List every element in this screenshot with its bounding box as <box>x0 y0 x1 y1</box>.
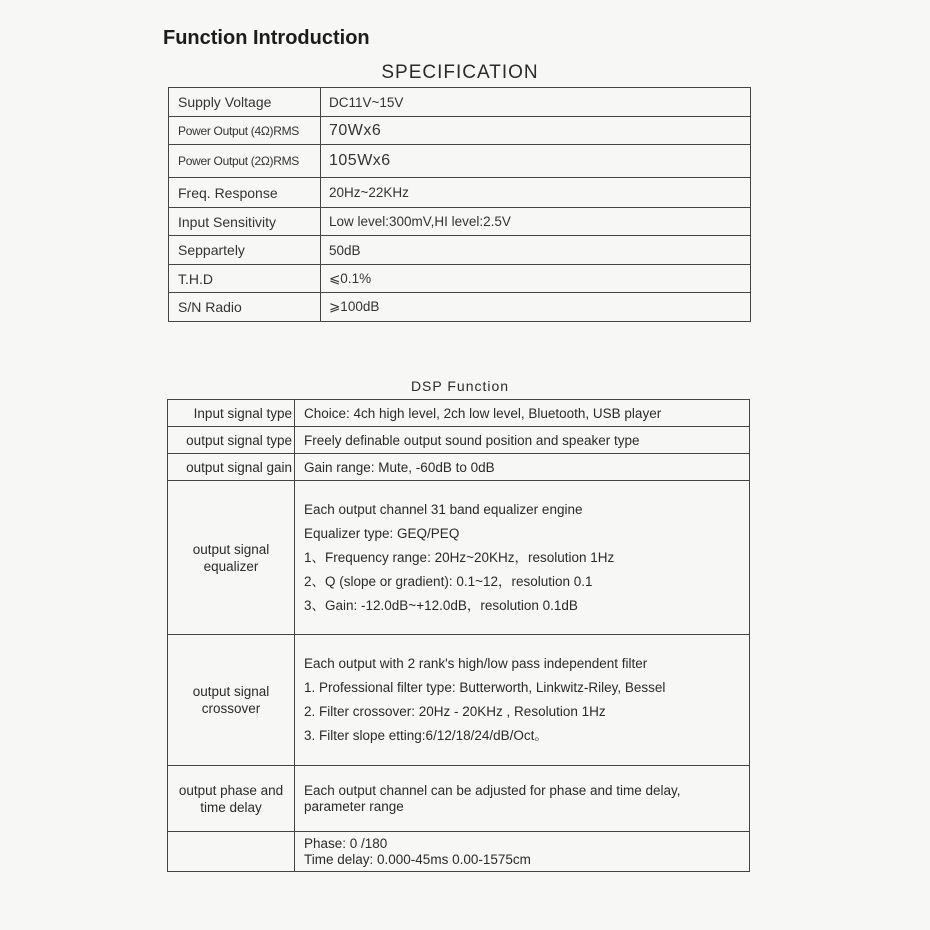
dsp-heading: DSP Function <box>410 378 510 394</box>
spec-value: 20Hz~22KHz <box>321 178 751 208</box>
spec-row-thd <box>169 265 751 293</box>
dsp-key-empty <box>168 832 295 872</box>
spec-value: Low level:300mV,HI level:2.5V <box>321 208 751 236</box>
dsp-row-output-gain <box>168 454 750 481</box>
dsp-key-text: output phase and time delay <box>178 782 284 815</box>
phase-line: Each output channel can be adjusted for phase and time delay, <box>304 782 681 798</box>
spec-key: Supply Voltage <box>169 88 321 117</box>
spec-row-power-2ohm <box>169 145 751 178</box>
spec-key: T.H.D <box>169 265 321 293</box>
dsp-row-phase <box>168 766 750 832</box>
dsp-key-text: output signal equalizer <box>192 541 270 574</box>
equalizer-line: 1、Frequency range: 20Hz~20KHz，resolution 1Hz <box>304 549 615 565</box>
spec-key: Input Sensitivity <box>169 208 321 236</box>
dsp-key: Input signal type <box>168 400 295 427</box>
dsp-row-equalizer <box>168 481 750 635</box>
equalizer-line: Each output channel 31 band equalizer engine <box>304 501 583 517</box>
phase-value-line: Phase: 0 /180 <box>304 835 388 851</box>
spec-value: 70Wx6 <box>321 117 751 145</box>
spec-row-sn-ratio <box>169 293 751 322</box>
spec-key: Seppartely <box>169 236 321 265</box>
page-title: Function Introduction <box>163 27 370 49</box>
spec-key: S/N Radio <box>169 293 321 322</box>
spec-key: Power Output (4Ω)RMS <box>169 117 321 145</box>
spec-key: Freq. Response <box>169 178 321 208</box>
dsp-key <box>168 766 295 832</box>
dsp-value: Gain range: Mute, -60dB to 0dB <box>295 454 750 481</box>
spec-row-supply-voltage <box>169 88 751 117</box>
specification-heading: SPECIFICATION <box>381 62 539 83</box>
dsp-row-output-type <box>168 427 750 454</box>
crossover-line: Each output with 2 rank's high/low pass independent filter <box>304 656 648 671</box>
crossover-line: 2. Filter crossover: 20Hz - 20KHz , Resolution 1Hz <box>304 704 606 719</box>
spec-value: 105Wx6 <box>321 145 751 178</box>
dsp-function-table <box>167 399 750 872</box>
dsp-value <box>295 635 750 766</box>
spec-value: ⩽0.1% <box>321 265 751 293</box>
dsp-key <box>168 481 295 635</box>
dsp-row-crossover <box>168 635 750 766</box>
dsp-value: Freely definable output sound position and speaker type <box>295 427 750 454</box>
spec-key: Power Output (2Ω)RMS <box>169 145 321 178</box>
dsp-key: output signal type <box>168 427 295 454</box>
dsp-key: output signal gain <box>168 454 295 481</box>
dsp-value <box>295 766 750 832</box>
phase-value-line: Time delay: 0.000-45ms 0.00-1575cm <box>304 851 531 867</box>
phase-line: parameter range <box>304 798 404 814</box>
spec-value: ⩾100dB <box>321 293 751 322</box>
dsp-row-phase-values <box>168 832 750 872</box>
equalizer-line: Equalizer type: GEQ/PEQ <box>304 525 460 541</box>
spec-row-separation <box>169 236 751 265</box>
equalizer-line: 3、Gain: -12.0dB~+12.0dB，resolution 0.1dB <box>304 597 578 613</box>
dsp-value <box>295 481 750 635</box>
crossover-line: 1. Professional filter type: Butterworth, Linkwitz-Riley, Bessel <box>304 680 666 695</box>
spec-value: DC11V~15V <box>321 88 751 117</box>
dsp-row-input-type <box>168 400 750 427</box>
dsp-key <box>168 635 295 766</box>
dsp-key-text: output signal crossover <box>192 684 270 716</box>
spec-row-freq-response <box>169 178 751 208</box>
dsp-value: Choice: 4ch high level, 2ch low level, Bluetooth, USB player <box>295 400 750 427</box>
specification-table <box>168 87 751 322</box>
spec-row-input-sensitivity <box>169 208 751 236</box>
spec-value: 50dB <box>321 236 751 265</box>
crossover-line: 3. Filter slope etting:6/12/18/24/dB/Oct。 <box>304 728 548 743</box>
spec-row-power-4ohm <box>169 117 751 145</box>
dsp-value <box>295 832 750 872</box>
equalizer-line: 2、Q (slope or gradient): 0.1~12，resolution 0.1 <box>304 573 593 589</box>
